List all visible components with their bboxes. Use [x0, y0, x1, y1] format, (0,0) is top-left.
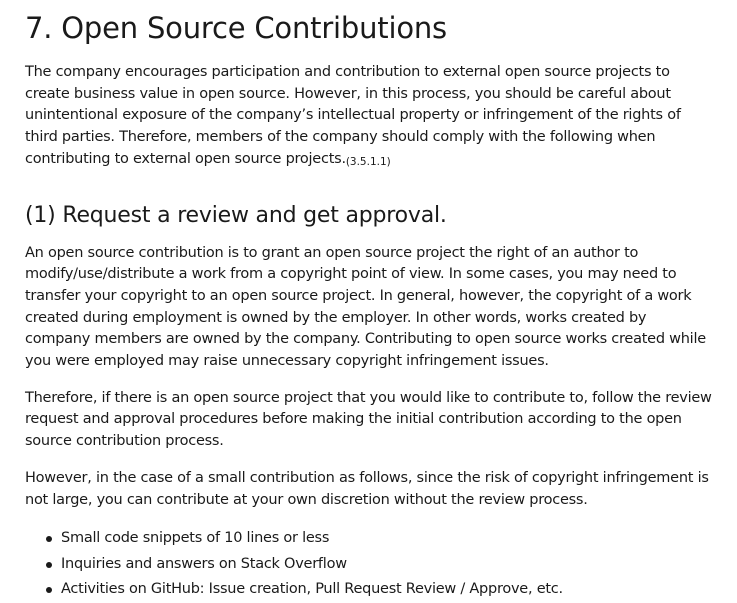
list-item — [61, 552, 712, 578]
intro-reference: (3.5.1.1) — [345, 155, 391, 168]
list-item — [61, 526, 712, 552]
intro-text: The company encourages participation and contribution to external open source projects to create business value in open source. However, in this process, you should be careful about unintentional exposure of the company’s intellectual property or infringement of the rights of third parties. Therefore, members of the company should comply with the following when contributing to external open source projects. — [25, 64, 681, 167]
list-item — [61, 577, 712, 603]
paragraph-review-process: Therefore, if there is an open source project that you would like to contribute to, follow the review request and approval procedures before making the initial contribution according to the open source contribution process. — [25, 389, 712, 450]
bullet-icon — [46, 536, 52, 542]
bullet-icon — [46, 587, 52, 593]
subsection-title: (1) Request a review and get approval. — [25, 202, 447, 228]
list-item-text: Activities on GitHub: Issue creation, Pull Request Review / Approve, etc. — [61, 581, 563, 598]
exemption-list — [25, 526, 712, 603]
list-item-text: Inquiries and answers on Stack Overflow — [61, 555, 347, 572]
bullet-icon — [46, 562, 52, 568]
section-title: 7. Open Source Contributions — [25, 11, 447, 45]
intro-paragraph — [25, 62, 712, 174]
paragraph-copyright: An open source contribution is to grant an open source project the right of an author to modify/use/distribute a work from a copyright point of view. In some cases, you may need to transfer your copyright to an open source project. In general, however, the copyright of a work created during employment is owned by the employer. In other words, works created by company members are owned by the company. Contributing to open source works created while you were employed may raise unnecessary copyright infringement issues. — [25, 244, 706, 370]
paragraph-small-contribution: However, in the case of a small contribution as follows, since the risk of copyright infringement is not large, you can contribute at your own discretion without the review process. — [25, 469, 709, 508]
list-item-text: Small code snippets of 10 lines or less — [61, 530, 330, 547]
